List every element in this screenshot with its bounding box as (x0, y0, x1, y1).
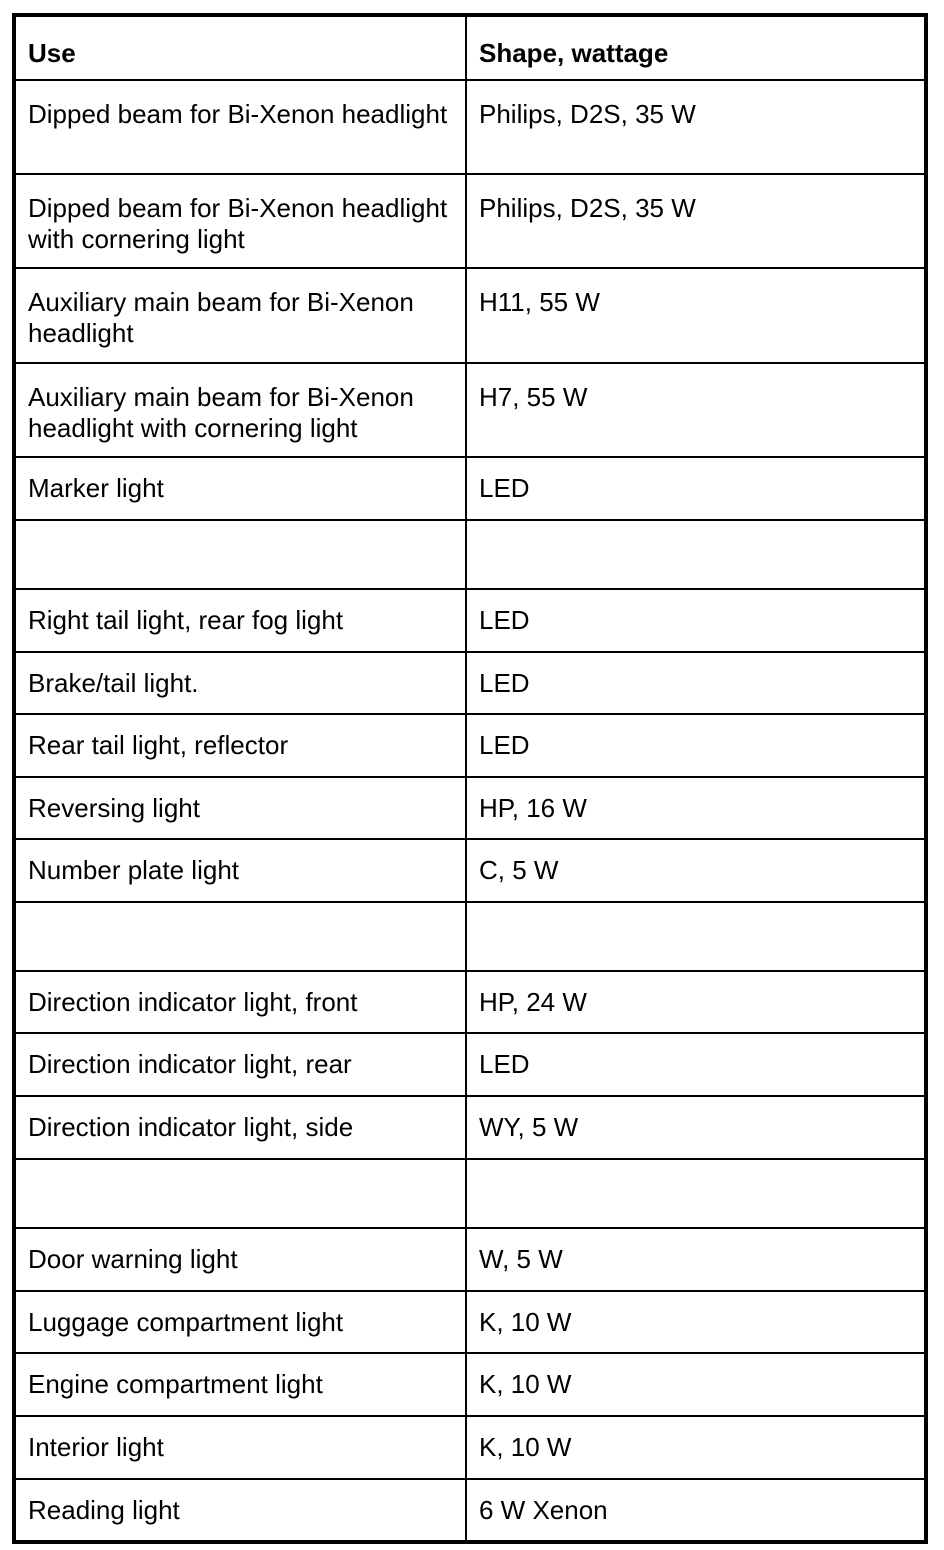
cell-shape: K, 10 W (466, 1353, 926, 1416)
cell-use: Direction indicator light, front (14, 971, 466, 1033)
table-row (14, 174, 926, 268)
table-row (14, 1096, 926, 1159)
cell-use: Interior light (14, 1416, 466, 1479)
cell-use: Engine compartment light (14, 1353, 466, 1416)
cell-use: Luggage compartment light (14, 1291, 466, 1353)
table-row (14, 589, 926, 652)
cell-shape: H11, 55 W (466, 268, 926, 363)
cell-shape: LED (466, 457, 926, 520)
cell-use: Door warning light (14, 1228, 466, 1291)
table-row (14, 652, 926, 714)
table-row (14, 268, 926, 363)
cell-use: Rear tail light, reflector (14, 714, 466, 777)
header-shape-wattage: Shape, wattage (466, 15, 926, 80)
cell-shape: LED (466, 652, 926, 714)
cell-use (14, 1159, 466, 1228)
cell-use: Reversing light (14, 777, 466, 839)
table-row-blank (14, 520, 926, 589)
cell-shape: LED (466, 589, 926, 652)
cell-shape: HP, 24 W (466, 971, 926, 1033)
cell-use (14, 520, 466, 589)
cell-use: Direction indicator light, side (14, 1096, 466, 1159)
table-row (14, 1416, 926, 1479)
table-row (14, 839, 926, 902)
table-row-blank (14, 1159, 926, 1228)
table-row (14, 1033, 926, 1096)
cell-shape: HP, 16 W (466, 777, 926, 839)
table-row-blank (14, 902, 926, 971)
cell-use: Dipped beam for Bi-Xenon headlight (14, 80, 466, 174)
cell-shape: LED (466, 714, 926, 777)
header-row (14, 15, 926, 80)
cell-shape: LED (466, 1033, 926, 1096)
table-row (14, 1228, 926, 1291)
cell-use: Reading light (14, 1479, 466, 1542)
cell-shape (466, 902, 926, 971)
table-row (14, 363, 926, 457)
table-row (14, 777, 926, 839)
table-row (14, 1479, 926, 1542)
cell-shape: 6 W Xenon (466, 1479, 926, 1542)
cell-use: Auxiliary main beam for Bi-Xenon headlight (14, 268, 466, 363)
cell-shape: Philips, D2S, 35 W (466, 80, 926, 174)
cell-shape (466, 1159, 926, 1228)
bulb-table (12, 13, 928, 1544)
table-row (14, 80, 926, 174)
cell-use: Right tail light, rear fog light (14, 589, 466, 652)
cell-use: Brake/tail light. (14, 652, 466, 714)
table-row (14, 971, 926, 1033)
table-row (14, 1353, 926, 1416)
cell-use: Number plate light (14, 839, 466, 902)
cell-shape (466, 520, 926, 589)
cell-use: Direction indicator light, rear (14, 1033, 466, 1096)
cell-shape: C, 5 W (466, 839, 926, 902)
table-row (14, 1291, 926, 1353)
cell-shape: K, 10 W (466, 1291, 926, 1353)
table-row (14, 457, 926, 520)
cell-use: Auxiliary main beam for Bi-Xenon headlight with cornering light (14, 363, 466, 457)
cell-use: Dipped beam for Bi-Xenon headlight with cornering light (14, 174, 466, 268)
table-row (14, 714, 926, 777)
header-use: Use (14, 15, 466, 80)
cell-use (14, 902, 466, 971)
cell-use: Marker light (14, 457, 466, 520)
cell-shape: WY, 5 W (466, 1096, 926, 1159)
cell-shape: K, 10 W (466, 1416, 926, 1479)
cell-shape: H7, 55 W (466, 363, 926, 457)
cell-shape: W, 5 W (466, 1228, 926, 1291)
cell-shape: Philips, D2S, 35 W (466, 174, 926, 268)
